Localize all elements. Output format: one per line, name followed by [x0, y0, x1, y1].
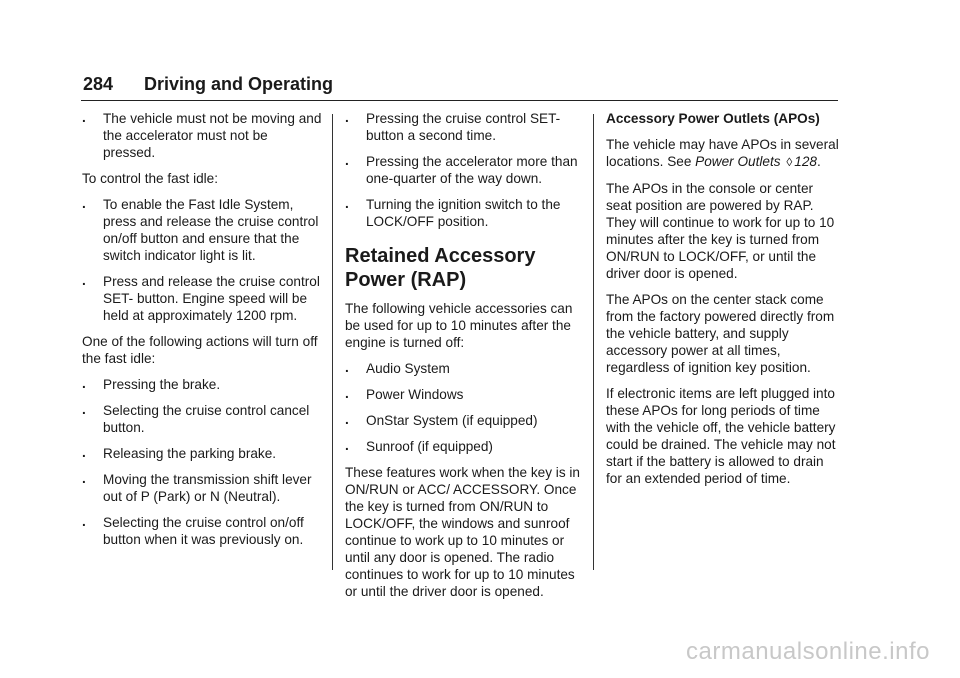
list-item [82, 471, 322, 505]
apo-text: The vehicle may have APOs in several locations. See [606, 137, 839, 169]
list-item [345, 438, 581, 455]
bullet-text: The vehicle must not be moving and the accelerator must not be pressed. [103, 111, 322, 160]
bullet-text: OnStar System (if equipped) [366, 413, 538, 428]
bullet-mark: . [345, 360, 349, 375]
bullet-list [82, 196, 322, 324]
list-item [82, 110, 322, 161]
bullet-text: Audio System [366, 361, 450, 376]
list-item [345, 360, 581, 377]
bullet-mark: . [345, 438, 349, 453]
bullet-mark: . [82, 471, 86, 486]
paragraph-turn-off-actions: One of the following actions will turn off the fast idle: [82, 334, 318, 366]
bullet-list [345, 110, 581, 230]
paragraph-apo-battery-warning: If electronic items are left plugged into these APOs for long periods of time with the vehicle off, the vehicle battery could be drained. The vehicle may not start if the battery is allowed to drain for an extended period of time. [606, 386, 836, 486]
section-title: Driving and Operating [144, 74, 334, 94]
list-item [82, 445, 322, 462]
bullet-text: Turning the ignition switch to the LOCK/OFF position. [366, 197, 561, 229]
page-number: 284 [83, 74, 114, 94]
list-item [82, 514, 322, 548]
power-outlets-link[interactable]: Power Outlets [695, 154, 781, 169]
bullet-mark: . [82, 110, 86, 125]
bullet-mark: . [82, 273, 86, 288]
bullet-list [82, 376, 322, 548]
list-item [82, 196, 322, 264]
bullet-mark: . [82, 402, 86, 417]
watermark: carmanualsonline.info [686, 638, 930, 665]
bullet-text: Releasing the parking brake. [103, 446, 277, 461]
bullet-list [345, 360, 581, 455]
apo-heading: Accessory Power Outlets (APOs) [606, 111, 820, 126]
bullet-mark: . [345, 386, 349, 401]
list-item [345, 386, 581, 403]
bullet-text: Press and release the cruise control SET- button. Engine speed will be held at approximately 1200 rpm. [103, 274, 320, 323]
bullet-mark: . [82, 514, 86, 529]
bullet-mark: . [82, 196, 86, 211]
paragraph-rap-intro: The following vehicle accessories can be used for up to 10 minutes after the engine is turned off: [345, 301, 573, 350]
paragraph-apo-rap: The APOs in the console or center seat position are powered by RAP. They will continue to work for up to 10 minutes after the key is turned from ON/RUN to LOCK/OFF, or until the driver door is opened. [606, 181, 835, 281]
bullet-text: Selecting the cruise control cancel button. [103, 403, 310, 435]
column-divider-2 [593, 114, 594, 570]
bullet-mark: . [82, 445, 86, 460]
apo-text-end: . [816, 154, 821, 169]
list-item [345, 412, 581, 429]
column-1 [82, 110, 322, 557]
bullet-mark: . [82, 376, 86, 391]
bullet-mark: . [345, 196, 349, 211]
paragraph-apo-center-stack: The APOs on the center stack come from the factory powered directly from the vehicle battery, and supply accessory power at all times, regardless of ignition key position. [606, 292, 835, 375]
bullet-text: Pressing the brake. [103, 377, 221, 392]
page-reference-icon: ◊ [786, 155, 793, 169]
rap-heading: Retained Accessory Power (RAP) [345, 245, 536, 291]
paragraph-control-fast-idle: To control the fast idle: [82, 171, 219, 186]
list-item [345, 196, 581, 230]
list-item [345, 110, 581, 144]
list-item [82, 273, 322, 324]
list-item [82, 376, 322, 393]
bullet-text: Sunroof (if equipped) [366, 439, 493, 454]
column-2 [345, 110, 581, 609]
bullet-text: To enable the Fast Idle System, press and release the cruise control on/off button and ensure that the switch indicator light is lit. [103, 197, 319, 263]
bullet-list [82, 110, 322, 161]
column-divider-1 [332, 114, 333, 570]
paragraph-apo-locations [606, 136, 842, 171]
bullet-mark: . [345, 110, 349, 125]
bullet-mark: . [345, 412, 349, 427]
bullet-text: Moving the transmission shift lever out of P (Park) or N (Neutral). [103, 472, 312, 504]
bullet-mark: . [345, 153, 349, 168]
list-item [345, 153, 581, 187]
bullet-text: Power Windows [366, 387, 464, 402]
bullet-text: Pressing the accelerator more than one-quarter of the way down. [366, 154, 578, 186]
column-3 [606, 110, 842, 496]
page-header [81, 70, 838, 101]
list-item [82, 402, 322, 436]
bullet-text: Pressing the cruise control SET- button a second time. [366, 111, 561, 143]
paragraph-rap-features: These features work when the key is in ON/RUN or ACC/ ACCESSORY. Once the key is turned from ON/RUN to LOCK/OFF, the windows and sunroof continue to work up to 10 minutes or until any door is opened. The radio continues to work for up to 10 minutes or until the driver door is opened. [345, 465, 580, 599]
page-reference[interactable]: 128 [794, 154, 817, 169]
bullet-text: Selecting the cruise control on/off button when it was previously on. [103, 515, 304, 547]
